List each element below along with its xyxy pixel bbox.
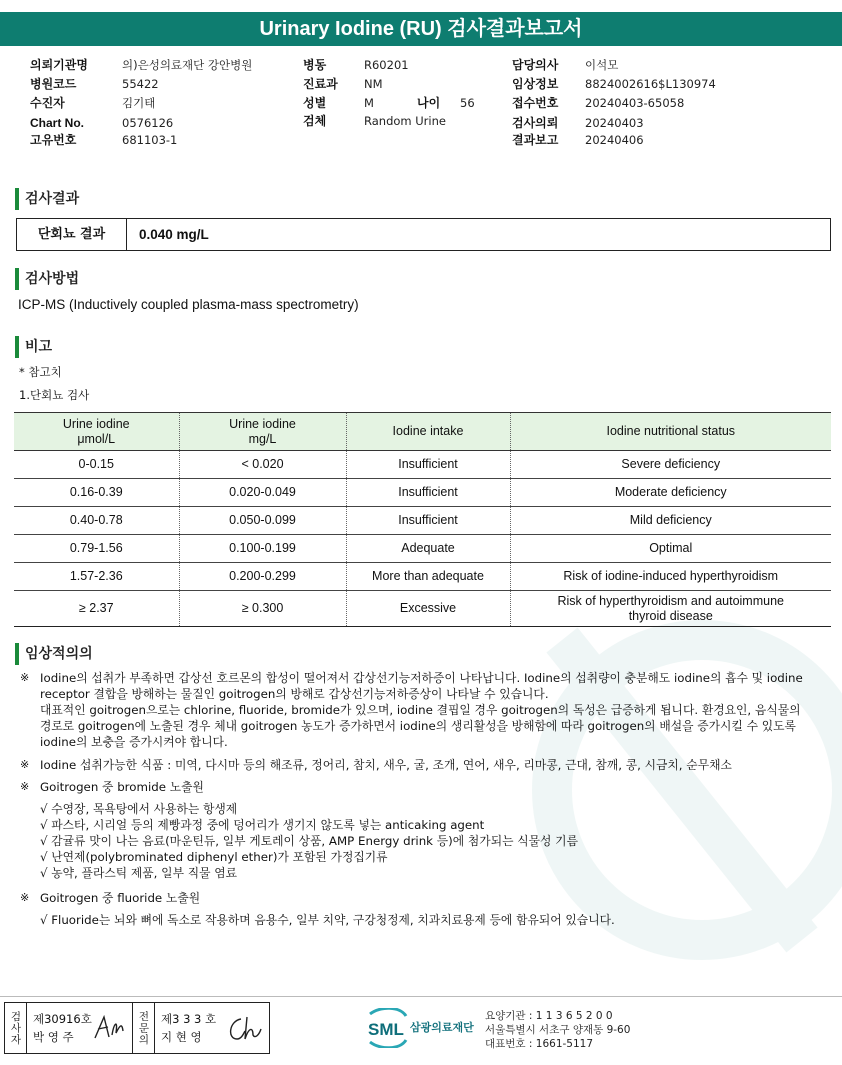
cell-umol: 0.16-0.39 [14,479,179,507]
header-urine-mgl: Urine iodine mg/L [179,413,346,451]
clinical-line: 대표적인 goitrogen으로는 chlorine, fluoride, bromide가 있으며, iodine 결핍일 경우 goitrogen의 독성은 급증하게 됩니다. 환경요인, 음식물의 [40,703,801,717]
patient-name-value: 김기태 [122,96,156,110]
clinical-line: receptor 결합을 방해하는 물질인 goitrogen의 방해로 갑상선기능저하증상이 나타날 수 있습니다. [40,687,549,701]
sex-label: 성별 [303,96,327,110]
method-text: ICP-MS (Inductively coupled plasma-mass spectrometry) [18,297,359,312]
ward-label: 병동 [303,58,327,72]
clinical-paragraph-2 [20,757,820,773]
reference-note: * 참고치 [19,365,62,379]
department-label: 진료과 [303,77,338,91]
specimen-label: 검체 [303,114,327,128]
cell-umol: 1.57-2.36 [14,563,179,591]
ward-value: R60201 [364,58,409,72]
specialist-label: 전문의 [133,1003,155,1053]
clinical-paragraph-4 [20,890,820,906]
cell-intake: Insufficient [346,507,510,535]
address-line: 서울특별시 서초구 양재동 9-60 [485,1024,631,1036]
chart-no-label: Chart No. [30,116,84,130]
bullet-mark: ※ [20,671,30,684]
examiner-label: 검사자 [5,1003,27,1053]
cell-mgl: 0.200-0.299 [179,563,346,591]
specialist-license: 제3 3 3 호 [161,1012,217,1026]
cell-intake: Insufficient [346,451,510,479]
cell-mgl: 0.020-0.049 [179,479,346,507]
clinical-line: 경로로 goitrogen에 노출된 경우 체내 goitrogen 농도가 증가하면서 iodine의 생리활성을 방해함에 따라 goitrogen의 배설을 증가시킬 수 있도록 [40,719,796,733]
bromide-title: Goitrogen 중 bromide 노출원 [40,780,204,794]
logo-text: 삼광의료재단 [410,1021,474,1034]
table-row [14,507,831,535]
address-line: 대표번호 : 1661-5117 [485,1038,594,1050]
cell-status: Moderate deficiency [510,479,831,507]
clinical-paragraph-3 [20,779,820,795]
bromide-item: √ 농약, 플라스틱 제품, 일부 직물 염료 [40,866,238,880]
chart-no-value: 0576126 [122,116,174,130]
age-value: 56 [460,96,475,110]
cell-mgl: < 0.020 [179,451,346,479]
department-value: NM [364,77,383,91]
footer-divider [0,996,842,997]
table-row [14,479,831,507]
table-row [14,451,831,479]
specimen-value: Random Urine [364,114,446,128]
cell-intake: Adequate [346,535,510,563]
specialist-name: 지 현 영 [161,1030,202,1044]
table-row [14,535,831,563]
cell-mgl: 0.050-0.099 [179,507,346,535]
iodine-foods-text: Iodine 섭취가능한 식품 : 미역, 다시마 등의 해조류, 정어리, 참치, 새우, 굴, 조개, 연어, 새우, 리마콩, 근대, 참깨, 콩, 시금치, 순무채소 [40,758,732,772]
cell-status: Risk of hyperthyroidism and autoimmune thyroid disease [510,591,831,627]
result-value: 0.040 mg/L [139,227,209,242]
clinical-paragraph-1 [20,670,820,752]
cell-mgl: ≥ 0.300 [179,591,346,627]
cell-umol: 0.40-0.78 [14,507,179,535]
request-date-label: 검사의뢰 [512,116,559,130]
cell-status: Mild deficiency [510,507,831,535]
method-heading: 검사방법 [15,268,79,290]
result-heading: 검사결과 [15,188,79,210]
institution-address [485,1009,630,1051]
hospital-code-label: 병원코드 [30,77,77,91]
requesting-org-value: 의)은성의료재단 강안병원 [122,58,253,72]
bromide-item: √ 수영장, 목욕탕에서 사용하는 항생제 [40,802,238,816]
clinical-info-label: 임상정보 [512,77,559,91]
cell-mgl: 0.100-0.199 [179,535,346,563]
hospital-code-value: 55422 [122,77,159,91]
unique-no-label: 고유번호 [30,133,77,147]
doctor-value: 이석모 [585,58,619,72]
patient-name-label: 수진자 [30,96,65,110]
logo-mark: SML [368,1020,404,1039]
examiner-license: 제30916호 [33,1012,92,1026]
bullet-mark: ※ [20,758,30,771]
result-box [16,218,831,251]
unique-no-value: 681103-1 [122,133,178,147]
receipt-no-value: 20240403-65058 [585,96,685,110]
table-row [14,591,831,627]
address-line: 요양기관 : 1 1 3 6 5 2 0 0 [485,1010,613,1022]
header-status: Iodine nutritional status [510,413,831,451]
remarks-heading: 비고 [15,336,52,358]
bromide-item: √ 난연제(polybrominated diphenyl ether)가 포함된 가정집기류 [40,850,388,864]
age-label: 나이 [417,96,441,110]
examiner-cell [27,1003,133,1053]
examiner-name: 박 영 주 [33,1030,74,1044]
cell-umol: ≥ 2.37 [14,591,179,627]
result-label: 단회뇨 결과 [17,219,127,250]
cell-status: Severe deficiency [510,451,831,479]
sex-value: M [364,96,374,110]
specialist-signature [225,1013,263,1045]
cell-status: Optimal [510,535,831,563]
signature-box [4,1002,270,1054]
reference-table [14,412,831,627]
receipt-no-label: 접수번호 [512,96,559,110]
cell-intake: Insufficient [346,479,510,507]
requesting-org-label: 의뢰기관명 [30,58,88,72]
specialist-cell [155,1003,269,1053]
report-title: Urinary Iodine (RU) 검사결과보고서 [0,12,842,46]
request-date-value: 20240403 [585,116,644,130]
header-urine-umol: Urine iodine μmol/L [14,413,179,451]
report-date-value: 20240406 [585,133,644,147]
bromide-item: √ 파스타, 시리얼 등의 제빵과정 중에 덩어리가 생기지 않도록 넣는 anticaking agent [40,818,485,832]
table-row [14,563,831,591]
reference-sub: 1.단회뇨 검사 [19,388,90,402]
clinical-info-value: 8824002616$L130974 [585,77,716,91]
report-date-label: 결과보고 [512,133,559,147]
cell-status: Risk of iodine-induced hyperthyroidism [510,563,831,591]
bromide-item: √ 감귤류 맛이 나는 음료(마운틴듀, 일부 게토레이 상품, AMP Energy drink 등)에 첨가되는 식물성 기름 [40,834,578,848]
fluoride-item: √ Fluoride는 뇌와 뼈에 독소로 작용하며 음용수, 일부 치약, 구강청정제, 치과치료용제 등에 함유되어 있습니다. [40,913,615,927]
cell-umol: 0-0.15 [14,451,179,479]
header-intake: Iodine intake [346,413,510,451]
cell-intake: More than adequate [346,563,510,591]
cell-intake: Excessive [346,591,510,627]
bullet-mark: ※ [20,891,30,904]
examiner-signature [92,1013,126,1043]
clinical-heading: 임상적의의 [15,643,93,665]
doctor-label: 담당의사 [512,58,559,72]
clinical-line: iodine의 보충을 증가시켜야 합니다. [40,735,228,749]
cell-umol: 0.79-1.56 [14,535,179,563]
clinical-line: Iodine의 섭취가 부족하면 갑상선 호르몬의 합성이 떨어져서 갑상선기능저하증이 나타납니다. Iodine의 섭취량이 충분해도 iodine의 흡수 및 iodine [40,671,803,685]
fluoride-title: Goitrogen 중 fluoride 노출원 [40,891,201,905]
bullet-mark: ※ [20,780,30,793]
